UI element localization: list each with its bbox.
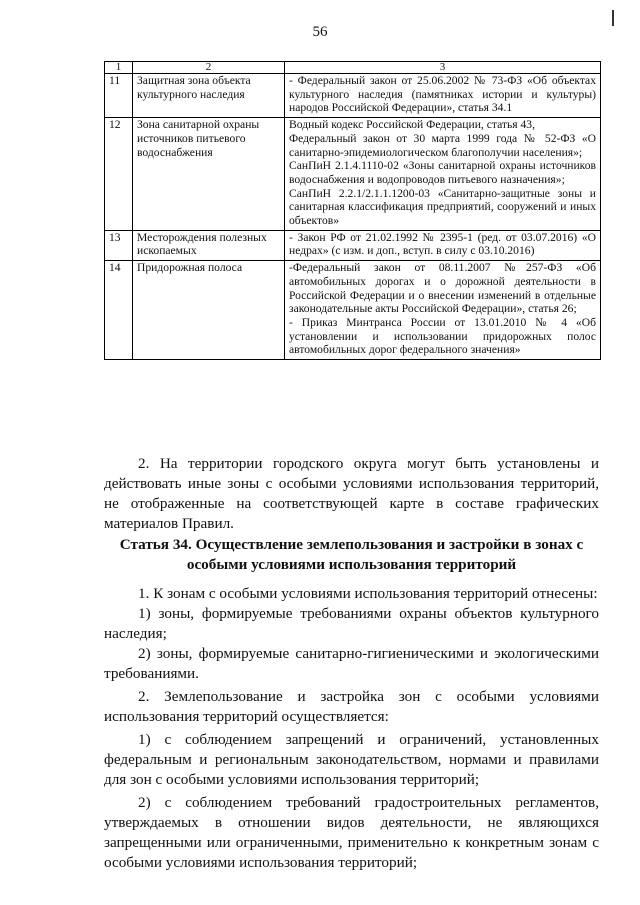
zone-name: Зона санитарной охраны источников питьевого водоснабжения: [133, 118, 285, 231]
law-reference: СанПиН 2.2.1/2.1.1.1200-03 «Санитарно-защитные зоны и санитарная классификация предприятий, сооружений и иных объектов»: [289, 186, 596, 228]
table-row: [105, 261, 601, 360]
body-paragraph: 1) зоны, формируемые требованиями охраны объектов культурного наследия;: [104, 605, 599, 642]
law-reference: Федеральный закон от 30 марта 1999 года № 52-ФЗ «О санитарно-эпидемиологическом благополучии населения»;: [289, 131, 596, 159]
law-reference: Водный кодекс Российской Федерации, статья 43,: [289, 118, 535, 132]
row-number: 13: [105, 230, 133, 260]
zone-name: Придорожная полоса: [133, 261, 285, 360]
table-row: [105, 230, 601, 260]
law-references: [285, 118, 601, 231]
body-paragraph: 1. К зонам с особыми условиями использования территорий отнесены:: [138, 585, 598, 602]
table-header-cell: 2: [133, 62, 285, 74]
paragraph-2-block: [104, 454, 599, 534]
page-number: 56: [312, 24, 328, 40]
body-paragraph: 2. Землепользование и застройка зон с особыми условиями использования территорий осуществляется:: [104, 688, 599, 725]
regulations-table: [104, 61, 601, 360]
table-header-row: [105, 62, 601, 74]
row-number: 14: [105, 261, 133, 360]
row-number: 12: [105, 118, 133, 231]
table-header-cell: 1: [105, 62, 133, 74]
article-body: [104, 584, 599, 873]
law-reference: СанПиН 2.1.4.1110-02 «Зоны санитарной охраны источников водоснабжения и водопроводов питьевого назначения»;: [289, 159, 596, 186]
body-paragraph: 2. На территории городского округа могут быть установлены и действовать иные зоны с особыми условиями использования территорий, не отображенные на соответствующей карте в составе графических материалов Правил.: [104, 455, 599, 532]
body-paragraph: 2) зоны, формируемые санитарно-гигиеническими и экологическими требованиями.: [104, 645, 599, 682]
law-references: [285, 230, 601, 260]
article-heading: Статья 34. Осуществление землепользования и застройки в зонах с особыми условиями использования территорий: [119, 536, 584, 573]
law-reference: - Закон РФ от 21.02.1992 № 2395-1 (ред. от 03.07.2016) «О недрах» (с изм. и доп., вступ. в силу с 03.10.2016): [289, 230, 596, 258]
zone-name: Защитная зона объекта культурного наследия: [133, 74, 285, 118]
table-row: [105, 74, 601, 118]
law-reference: - Приказ Минтранса России от 13.01.2010 № 4 «Об установлении и использовании придорожных полос автомобильных дорог федерального значения»: [289, 315, 596, 357]
table-header-cell: 3: [285, 62, 601, 74]
zone-name: Месторождения полезных ископаемых: [133, 230, 285, 260]
body-paragraph: 1) с соблюдением запрещений и ограничений, установленных федеральным и региональным законодательством, нормами и правилами для зон с особыми условиями использования территорий;: [104, 731, 599, 788]
law-reference: -Федеральный закон от 08.11.2007 №257-ФЗ «Об автомобильных дорогах и о дорожной деятельности в Российской Федерации и о внесении изменений в отдельные законодательные акты Российской Федерации», статья 26;: [289, 261, 596, 316]
law-references: [285, 261, 601, 360]
body-paragraph: 2) с соблюдением требований градостроительных регламентов, утверждаемых в отношении видов деятельности, не являющихся запрещенными или ограниченными, применительно к конкретным зонам с особыми условиями использования территорий;: [104, 794, 599, 871]
law-reference: - Федеральный закон от 25.06.2002 № 73-ФЗ «Об объектах культурного наследия (памятниках истории и культуры) народов Российской Федерации», статья 34.1: [289, 74, 596, 115]
row-number: 11: [105, 74, 133, 118]
table-row: [105, 118, 601, 231]
law-references: [285, 74, 601, 118]
